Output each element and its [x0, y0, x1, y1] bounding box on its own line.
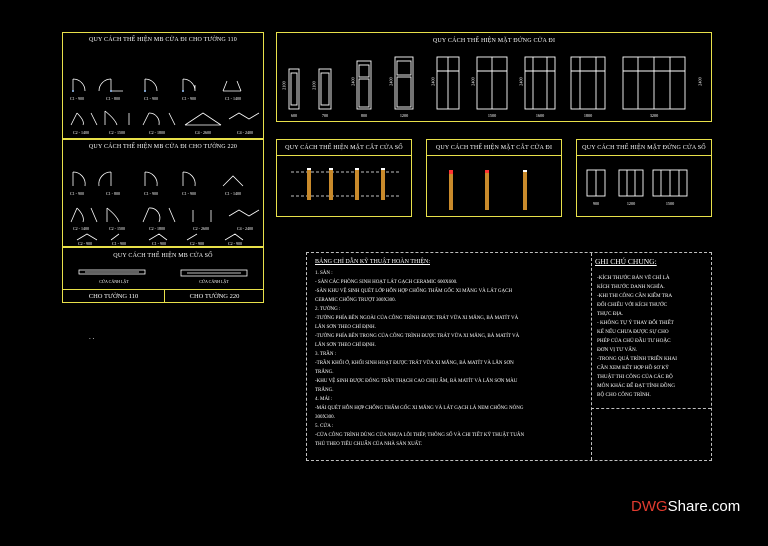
note-line: 5. CỬA :: [315, 424, 334, 429]
note-line: -MÁI QUÉT HỖN HỢP CHỐNG THẤM GỐC XI MĂNG VÀ LÁT GẠCH LÁ NEM CHỐNG NÓNG: [315, 406, 524, 411]
note-line: 4. MÁI :: [315, 397, 333, 402]
label-c2: C2 - 1500: [109, 130, 125, 135]
panel-title: QUY CÁCH THỂ HIỆN MẶT CẮT CỬA SỔ: [285, 145, 403, 151]
notes-divider: [591, 253, 592, 460]
note-line: -KHU VỆ SINH ĐƯỢC ĐÓNG TRẦN THẠCH CAO CHỊU ẨM, BẢ MATÍT VÀ LĂN SƠN MÀU: [315, 379, 518, 384]
label-c2: C2 - 1500: [109, 226, 125, 231]
window-elevation-drawing: [577, 140, 713, 218]
note-line: TRẮNG.: [315, 370, 334, 375]
general-note-line: CẦN XEM KẾT HỢP HỒ SƠ KỸ: [597, 365, 670, 371]
note-line: -SÀN KHU VỆ SINH QUÉT LỚP HỖN HỢP CHỐNG THẤM GỐC XI MĂNG VÀ LÁT GẠCH: [315, 289, 513, 294]
label-c4: C4 - 2600: [195, 130, 211, 135]
note-line: -TRẦN KHỐI Ở, KHỐI SINH HOẠT ĐƯỢC TRÁT VỮA XI MĂNG, BẢ MATÍT VÀ LĂN SƠN: [315, 361, 514, 366]
note-line: CERAMIC CHỐNG TRƯỢT 300X300.: [315, 298, 396, 303]
label-c2: C2 - 1400: [73, 226, 89, 231]
label-c1: C1 - 900: [182, 191, 196, 196]
window-width-label: 900: [592, 201, 600, 206]
note-line: TRẮNG.: [315, 388, 334, 393]
label-c1: C1 - 900: [182, 96, 196, 101]
window-section-drawing: [277, 140, 413, 218]
general-note-line: - KHÔNG TỰ Ý THAY ĐỔI THIẾT: [597, 320, 674, 326]
door-height-label: 2400: [470, 77, 476, 86]
general-note-line: PHÉP CỦA CHỦ ĐẦU TƯ HOẶC: [597, 338, 671, 344]
general-note-line: THUẬT THI CÔNG CỦA CÁC BỘ: [597, 374, 673, 380]
sub-label: CỬA CÁNH LẬT: [99, 279, 129, 284]
panel-window-section: [276, 139, 412, 217]
label-c1: C1 - 800: [106, 96, 120, 101]
watermark-logo: [631, 498, 740, 515]
general-note-line: ĐƠN VỊ TƯ VẤN.: [597, 347, 638, 353]
panel-door-elevation: [276, 32, 712, 122]
label-c4: C4 - 2400: [237, 130, 253, 135]
stray-mark: . .: [89, 333, 95, 341]
label-c1: C1 - 900: [144, 96, 158, 101]
label-c1: C1 - 1400: [225, 191, 241, 196]
label-c2: C2 - 2600: [193, 226, 209, 231]
general-note-line: MÔN KHÁC ĐỂ ĐẠT TÍNH ĐỒNG: [597, 383, 676, 389]
label-c2: C2 - 900: [228, 241, 242, 246]
note-line: 2. TƯỜNG :: [315, 307, 341, 312]
door-height-label: 2400: [350, 77, 356, 86]
note-line: 1. SÀN :: [315, 271, 333, 276]
technical-notes-title: BẢNG CHỈ DẪN KỸ THUẬT HOÀN THIỆN:: [315, 259, 430, 265]
door-height-label: 2400: [697, 77, 703, 86]
general-note-line: ĐỐI CHIẾU VỚI KÍCH THƯỚC: [597, 302, 668, 308]
general-note-line: -KHI THI CÔNG CẦN KIỂM TRA: [597, 293, 673, 299]
note-line: -TƯỜNG PHÍA BÊN NGOÀI CỦA CÔNG TRÌNH ĐƯỢC TRÁT VỮA XI MĂNG, BẢ MATÍT VÀ: [315, 316, 519, 321]
door-width-label: 800: [360, 113, 368, 118]
panel-window-elevation: [576, 139, 712, 217]
panel-door-section: [426, 139, 562, 217]
label-for-wall-220: CHO TƯỜNG 220: [189, 293, 240, 300]
door-height-label: 2400: [518, 77, 524, 86]
label-c2: C2 - 1800: [149, 226, 165, 231]
door-height-label: 2400: [388, 77, 394, 86]
panel-title: QUY CÁCH THỂ HIỆN MẶT CẮT CỬA ĐI: [435, 145, 553, 151]
panel-door-plan-110: [62, 32, 264, 139]
general-note-line: BỘ CHO CÔNG TRÌNH.: [597, 392, 651, 398]
door-section-drawing: [427, 140, 563, 218]
door-height-label: 2100: [281, 81, 287, 90]
panel-title: QUY CÁCH THỂ HIỆN MẶT ĐỨNG CỬA ĐI: [432, 38, 556, 44]
panel-title: QUY CÁCH THỂ HIỆN MB CỬA SỔ: [113, 253, 213, 259]
panel-title: QUY CÁCH THỂ HIỆN MB CỬA ĐI CHO TƯỜNG 220: [88, 144, 238, 150]
note-line: THỦ THEO TIÊU CHUẨN CỦA NHÀ SẢN XUẤT.: [315, 442, 423, 447]
sub-label: CỬA CÁNH LẬT: [199, 279, 229, 284]
door-width-label: 1200: [399, 113, 409, 118]
note-line: LĂN SƠN THEO CHỈ ĐỊNH.: [315, 343, 376, 348]
label-c1: C1 - 800: [106, 191, 120, 196]
window-width-label: 1200: [626, 201, 636, 206]
note-line: 3. TRẦN :: [315, 352, 337, 357]
label-c1: C1 - 900: [70, 191, 84, 196]
label-c2: C2 - 900: [190, 241, 204, 246]
label-c1: C1 - 900: [144, 191, 158, 196]
door-elevations: [277, 33, 713, 123]
label-c1: C1 - 1400: [225, 96, 241, 101]
door-width-label: 1800: [583, 113, 593, 118]
general-note-line: KÍCH THƯỚC DANH NGHĨA.: [597, 284, 665, 290]
general-note-line: KẾ NẾU CHƯA ĐƯỢC SỰ CHO: [597, 329, 669, 335]
general-notes-title: GHI CHÚ CHUNG:: [595, 257, 657, 266]
watermark-dwg: DWG: [631, 498, 668, 515]
window-plan-symbols: [63, 248, 265, 288]
note-line: -CỬA CÔNG TRÌNH DÙNG CỬA NHỰA LÕI THÉP, THÔNG SỐ VÀ CHI TIẾT KỸ THUẬT TUÂN: [315, 433, 525, 438]
label-for-wall-110: CHO TƯỜNG 110: [88, 293, 139, 300]
panel-title: QUY CÁCH THỂ HIỆN MẶT ĐỨNG CỬA SỔ: [582, 145, 706, 151]
label-c2: C2 - 900: [78, 241, 92, 246]
divider: [63, 289, 263, 290]
general-note-line: -KÍCH THƯỚC BẢN VẼ CHỈ LÀ: [597, 275, 670, 281]
panel-title: QUY CÁCH THỂ HIỆN MB CỬA ĐI CHO TƯỜNG 110: [88, 37, 237, 43]
label-c2: C2 - 1800: [149, 130, 165, 135]
door-width-label: 3200: [649, 113, 659, 118]
panel-window-plan: [62, 247, 264, 303]
note-line: - SÀN CÁC PHÒNG SINH HOẠT LÁT GẠCH CERAMIC 600X600.: [315, 280, 458, 285]
label-c1: C1 - 900: [152, 241, 166, 246]
label-c2: C2 - 1400: [73, 130, 89, 135]
technical-notes-box: [306, 252, 712, 461]
label-c1: C1 - 900: [112, 241, 126, 246]
door-plan-symbols-110: [63, 33, 265, 140]
window-width-label: 1500: [665, 201, 675, 206]
door-width-label: 700: [321, 113, 329, 118]
note-line: -TƯỜNG PHÍA BÊN TRONG CỦA CÔNG TRÌNH ĐƯỢC TRÁT VỮA XI MĂNG, BẢ MATÍT VÀ: [315, 334, 520, 339]
note-line: LĂN SƠN THEO CHỈ ĐỊNH.: [315, 325, 376, 330]
door-width-label: 1600: [535, 113, 545, 118]
label-c1: C1 - 900: [70, 96, 84, 101]
note-line: 300X300.: [315, 415, 335, 420]
door-width-label: 600: [290, 113, 298, 118]
general-note-line: THỰC ĐỊA.: [597, 311, 624, 317]
door-height-label: 2100: [311, 81, 317, 90]
label-c4: C4 - 2400: [237, 226, 253, 231]
door-width-label: 1500: [487, 113, 497, 118]
panel-door-plan-220: [62, 139, 264, 247]
door-height-label: 2400: [430, 77, 436, 86]
general-note-line: -TRONG QUÁ TRÌNH TRIỂN KHAI: [597, 356, 677, 362]
watermark-share: Share.com: [667, 498, 741, 515]
notes-divider: [591, 408, 711, 409]
